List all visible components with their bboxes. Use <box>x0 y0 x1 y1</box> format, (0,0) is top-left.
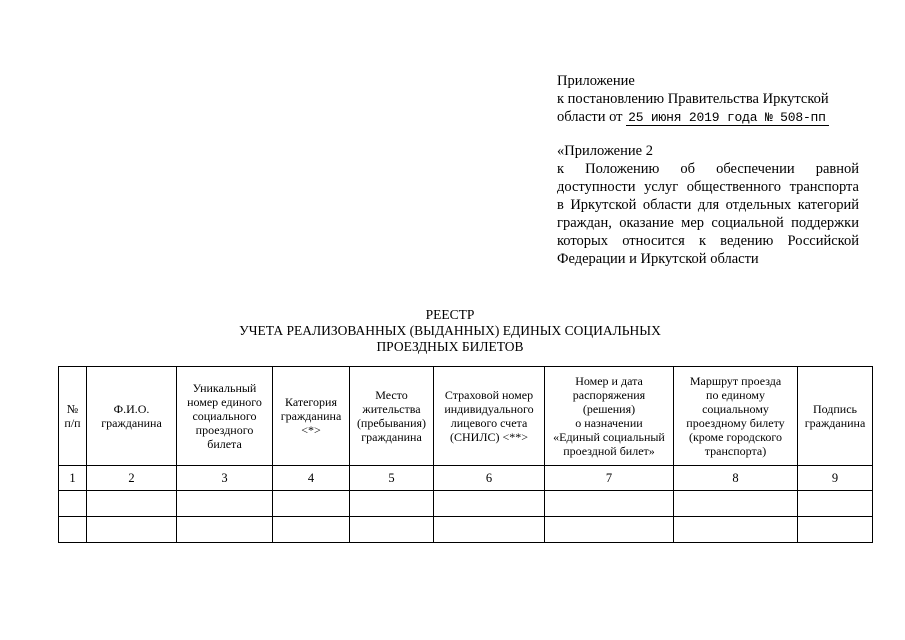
table-cell[interactable] <box>674 491 798 517</box>
column-number: 3 <box>177 466 273 491</box>
header-line: лицевого счета <box>450 416 528 430</box>
registry-subtitle-2: ПРОЕЗДНЫХ БИЛЕТОВ <box>376 339 524 354</box>
header-line: Номер и дата <box>575 374 643 388</box>
header-line: номер единого <box>187 395 262 409</box>
header-cell <box>674 367 798 466</box>
header-line: (СНИЛС) <**> <box>449 430 528 444</box>
annex2-title: «Приложение 2 <box>557 143 653 159</box>
registry-subtitle-1: УЧЕТА РЕАЛИЗОВАННЫХ (ВЫДАННЫХ) ЕДИНЫХ СОЦИАЛЬНЫХ <box>239 323 661 338</box>
annex2-line: доступности услуг общественного транспорта <box>557 179 859 195</box>
header-cell <box>177 367 273 466</box>
header-line: транспорта) <box>704 444 767 458</box>
header-line: (кроме городского <box>688 430 783 444</box>
registry-table <box>58 366 873 543</box>
header-line: о назначении <box>575 416 643 430</box>
annex-resolution-line: к постановлению Правительства Иркутской <box>557 91 829 107</box>
table-cell[interactable] <box>87 517 177 543</box>
column-number: 9 <box>798 466 873 491</box>
registry-title: РЕЕСТР <box>425 307 475 322</box>
column-number: 8 <box>674 466 798 491</box>
header-cell <box>434 367 545 466</box>
header-line: проездной билет» <box>563 444 655 458</box>
table-cell[interactable] <box>545 491 674 517</box>
header-cell <box>545 367 674 466</box>
table-row <box>59 491 873 517</box>
header-line: Место <box>375 388 408 402</box>
header-line: <*> <box>301 423 321 437</box>
annex2-line: которых относится к ведению Российской <box>557 233 859 249</box>
header-line: жительства <box>362 402 421 416</box>
header-line: «Единый социальный <box>553 430 665 444</box>
annex2-block <box>557 142 859 268</box>
annex2-line: в Иркутской области для отдельных категорий <box>557 197 859 213</box>
header-line: индивидуального <box>444 402 534 416</box>
table-cell[interactable] <box>59 517 87 543</box>
table-cell[interactable] <box>59 491 87 517</box>
header-line: гражданина <box>280 409 342 423</box>
header-cell <box>59 367 87 466</box>
header-line: социальному <box>702 402 769 416</box>
table-row <box>59 517 873 543</box>
header-line: проездного <box>195 423 254 437</box>
table-cell[interactable] <box>87 491 177 517</box>
table-cell[interactable] <box>177 491 273 517</box>
column-number-row <box>59 466 873 491</box>
header-line: Ф.И.О. <box>113 402 150 416</box>
table-cell[interactable] <box>798 517 873 543</box>
annex-date-prefix: области от <box>557 109 623 125</box>
header-line: Категория <box>285 395 337 409</box>
annex-block <box>557 72 859 268</box>
header-line: билета <box>207 437 242 451</box>
header-line: проездному билету <box>686 416 785 430</box>
table-cell[interactable] <box>177 517 273 543</box>
header-line: № <box>66 402 79 416</box>
column-number: 1 <box>59 466 87 491</box>
annex2-line: граждан, оказание мер социальной поддержки <box>557 215 859 231</box>
table-cell[interactable] <box>674 517 798 543</box>
annex2-last-line: Федерации и Иркутской области <box>557 251 759 267</box>
header-cell <box>798 367 873 466</box>
header-line: социального <box>192 409 257 423</box>
header-line: (пребывания) <box>356 416 427 430</box>
header-line: п/п <box>64 416 81 430</box>
header-line: Подпись <box>812 402 858 416</box>
header-line: распоряжения <box>572 388 646 402</box>
header-line: (решения) <box>582 402 636 416</box>
column-number: 7 <box>545 466 674 491</box>
table-cell[interactable] <box>273 491 350 517</box>
column-number: 6 <box>434 466 545 491</box>
header-line: Страховой номер <box>444 388 534 402</box>
annex-title: Приложение <box>557 73 635 89</box>
table-header-row <box>59 367 873 466</box>
header-line: Маршрут проезда <box>689 374 782 388</box>
registry-heading <box>170 307 730 355</box>
column-number: 4 <box>273 466 350 491</box>
header-cell <box>273 367 350 466</box>
header-line: гражданина <box>361 430 422 444</box>
header-cell <box>87 367 177 466</box>
header-line: гражданина <box>101 416 162 430</box>
annex2-line: к Положению об обеспечении равной <box>557 161 859 177</box>
column-number: 5 <box>350 466 434 491</box>
header-line: по единому <box>706 388 765 402</box>
header-line: Уникальный <box>192 381 257 395</box>
column-number: 2 <box>87 466 177 491</box>
table-cell[interactable] <box>350 491 434 517</box>
annex-date-line <box>557 108 859 126</box>
table-cell[interactable] <box>434 517 545 543</box>
table-cell[interactable] <box>273 517 350 543</box>
header-cell <box>350 367 434 466</box>
table-cell[interactable] <box>545 517 674 543</box>
annex-date-filled: 25 июня 2019 года № 508-пп <box>626 110 829 126</box>
table-cell[interactable] <box>798 491 873 517</box>
table-cell[interactable] <box>434 491 545 517</box>
header-line: гражданина <box>804 416 866 430</box>
table-cell[interactable] <box>350 517 434 543</box>
